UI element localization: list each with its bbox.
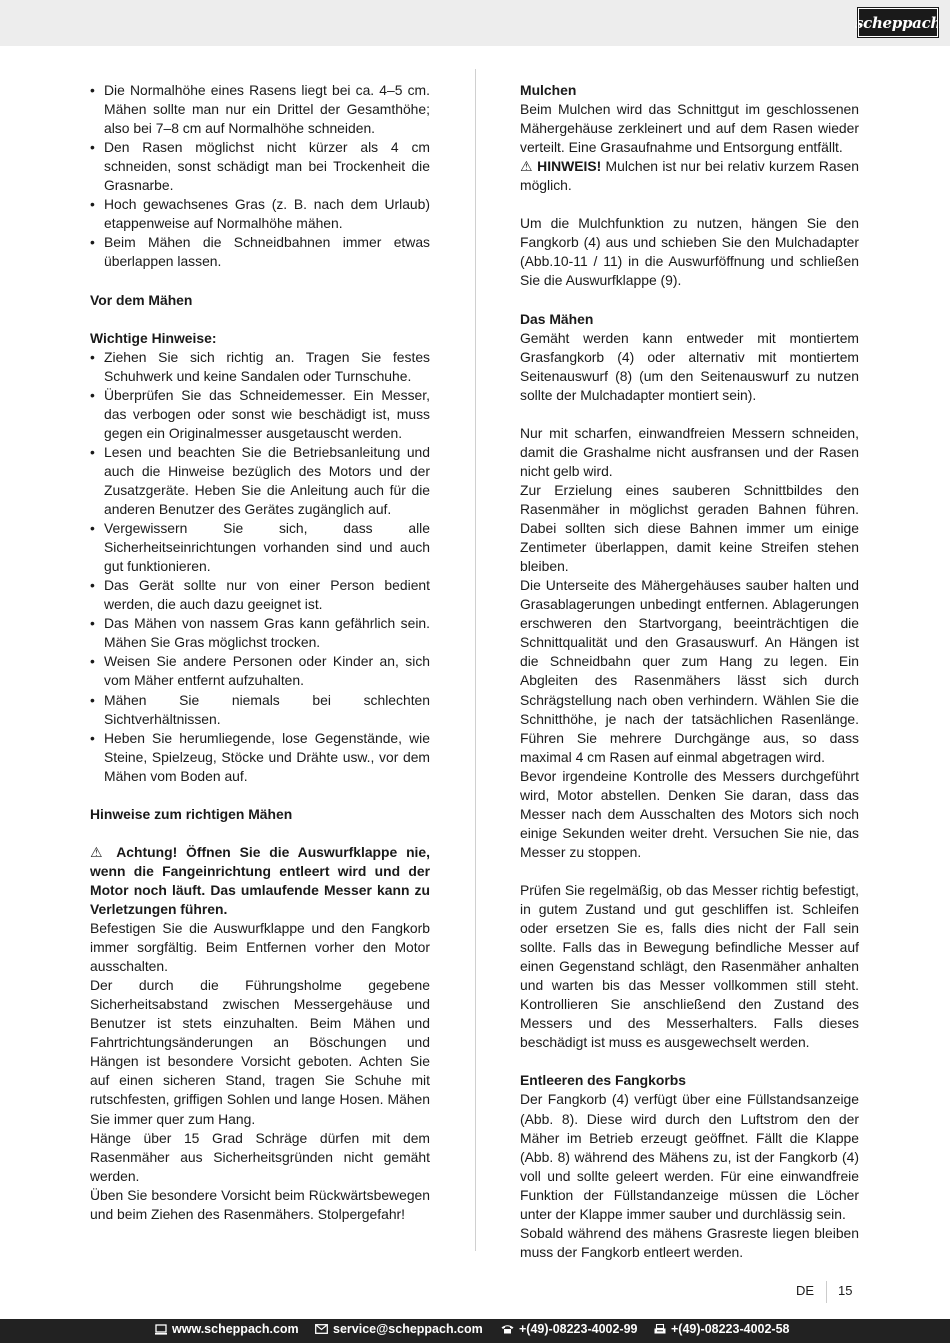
spacer (90, 271, 430, 290)
paragraph: Hänge über 15 Grad Schräge dürfen mit dem Rasenmäher aus Sicherheitsgründen nicht gemäht werden. (90, 1129, 430, 1184)
list-item: • Überprüfen Sie das Schneidemesser. Ein Messer, das verbogen oder sonst wie beschädigt ist, muss gegen ein Originalmesser ausgetauscht werden. (90, 386, 430, 443)
footer-email-text: service@scheppach.com (333, 1322, 483, 1336)
spacer (90, 824, 430, 843)
list-item: • Das Mähen von nassem Gras kann gefährlich sein. Mähen Sie Gras möglichst trocken. (90, 614, 430, 652)
list-item: • Ziehen Sie sich richtig an. Tragen Sie festes Schuhwerk und keine Sandalen oder Turnschuhe. (90, 348, 430, 386)
page-separator (826, 1281, 827, 1303)
paragraph: Nur mit scharfen, einwandfreien Messern schneiden, damit die Grashalme nicht ausfransen und der Rasen nicht gelb wird. (520, 424, 859, 479)
footer-fax-text: +(49)-08223-4002-58 (671, 1322, 790, 1336)
fax-icon (654, 1324, 666, 1335)
section-heading: Das Mähen (520, 310, 594, 327)
spacer (520, 862, 859, 881)
section-heading: Entleeren des Fangkorbs (520, 1072, 686, 1089)
spacer (520, 291, 859, 310)
list-item: • Den Rasen möglichst nicht kürzer als 4 cm schneiden, sonst schädigt man bei Trockenheit die Grasnarbe. (90, 138, 430, 195)
paragraph: Befestigen Sie die Auswurfklappe und den Fangkorb immer sorgfältig. Beim Entfernen vorher den Motor ausschalten. (90, 920, 430, 975)
section-heading: Wichtige Hinweise: (90, 329, 217, 346)
paragraph: Prüfen Sie regelmäßig, ob das Messer richtig befestigt, in gutem Zustand und gut geschliffen ist. Schleifen oder ersetzen Sie es, falls dies nicht der Fall sein sollte. Falls das in Bewegung befindliche Messer auf einen Gegenstand schlägt, den Rasenmäher anhalten und warten bis das Messer vollkommen still steht. Kontrollieren Sie anschließend den Zustand des Messers und des Messerhalters. Falls dieses beschädigt ist muss es ausgewechselt werden. (520, 881, 859, 1051)
list-item: • Das Gerät sollte nur von einer Person bedient werden, die auch dazu geeignet ist. (90, 576, 430, 614)
mail-icon (315, 1324, 328, 1334)
paragraph: Sobald während des mähens Grasreste liegen bleiben muss der Fangkorb entleert werden. (520, 1224, 859, 1260)
list-item: • Heben Sie herumliegende, lose Gegenstände, wie Steine, Spielzeug, Stöcke und Drähte usw., vor dem Mähen vom Boden auf. (90, 729, 430, 786)
brand-logo: scheppach (858, 8, 938, 37)
paragraph: Die Unterseite des Mähergehäuses sauber halten und Grasablagerungen unbedingt entfernen. Ablagerungen erschweren den Startvorgang, beeinträchtigen die Schnittqualität und den Grasauswurf. An Hängen ist die Schneidbahn quer zum Hang zu legen. Ein Abgleiten des Rasenmähers lässt sich durch Schrägstellung nach oben verhindern. Wählen Sie die Schnitthöhe, je nach der tatsächlichen Rasenlänge. Führen Sie mehrere Durchgänge aus, so dass maximal 4 cm Rasen auf einmal abgetragen wird. (520, 577, 859, 765)
footer-email[interactable] (315, 1322, 483, 1336)
spacer (90, 786, 430, 805)
list-item: • Weisen Sie andere Personen oder Kinder an, sich vom Mäher entfernt aufzuhalten. (90, 652, 430, 690)
warning-paragraph (90, 843, 430, 919)
section-heading: Mulchen (520, 82, 577, 98)
footer-fax[interactable] (654, 1322, 790, 1336)
paragraph: Gemäht werden kann entweder mit montiertem Grasfangkorb (4) oder alternativ mit montiertem Seitenauswurf (8) (um den Seitenauswurf zu nutzen sollte der Mulchadapter montiert sein). (520, 329, 859, 403)
spacer (520, 195, 859, 214)
paragraph: Zur Erzielung eines sauberen Schnittbildes den Rasenmäher in möglichst geraden Bahnen führen. Dabei sollten sich diese Bahnen immer um einige Zentimeter überlappen, damit keine Streifen stehen bleiben. (520, 481, 859, 575)
list-item: • Beim Mähen die Schneidbahnen immer etwas überlappen lassen. (90, 233, 430, 271)
paragraph: Beim Mulchen wird das Schnittgut im geschlossenen Mähergehäuse zerkleinert und auf dem Rasen wieder verteilt. Eine Grasaufnahme und Entsorgung entfällt. (520, 101, 859, 156)
warning-label: Achtung! (116, 843, 178, 860)
warning-icon: ⚠ (520, 158, 538, 175)
list-item: • Mähen Sie niemals bei schlechten Sichtverhältnissen. (90, 691, 430, 729)
paragraph: Der durch die Führungsholme gegebene Sicherheitsabstand zwischen Messergehäuse und Benutzer ist stets einzuhalten. Beim Mähen und Fahrtrichtungsänderungen an Böschungen und Hängen ist besondere Vorsicht geboten. Achten Sie auf einen sicheren Stand, tragen Sie Schuhe mit rutschfesten, griffigen Sohlen und lange Hosen. Mähen Sie immer quer zum Hang. (90, 977, 430, 1127)
footer-phone[interactable] (501, 1322, 638, 1336)
footer-bar (0, 1319, 950, 1343)
paragraph: Um die Mulchfunktion zu nutzen, hängen Sie den Fangkorb (4) aus und schieben Sie den Mulchadapter (Abb.10-11 / 11) in die Auswurföffnung und schließen Sie die Auswurfklappe (9). (520, 215, 859, 289)
left-column (90, 81, 430, 1224)
bullet-list (90, 81, 430, 271)
footer-website[interactable] (155, 1322, 299, 1336)
page-language: DE (796, 1283, 815, 1298)
column-divider (475, 69, 476, 1251)
spacer (520, 1052, 859, 1071)
list-item: • Die Normalhöhe eines Rasens liegt bei ca. 4–5 cm. Mähen sollte man nur ein Drittel der Gesamthöhe; also bei 7–8 cm auf Normalhöhe schneiden. (90, 81, 430, 138)
paragraph: Der Fangkorb (4) verfügt über eine Füllstandsanzeige (Abb. 8). Diese wird durch den Luftstrom den der Mäher im Betrieb erzeugt geöffnet. Fällt die Klappe (Abb. 8) während des Mähens zu, ist der Fangkorb (4) voll und sollte geleert werden. Für eine einwandfreie Funktion der Füllstandanzeige müssen die Löcher unter der Klappe immer sauber und durchlässig sein. (520, 1091, 859, 1222)
page-number: 15 (838, 1283, 853, 1298)
bullet-list (90, 348, 430, 786)
spacer (520, 405, 859, 424)
warning-text: Öffnen Sie die Auswurfklappe nie, wenn die Fangeinrichtung entleert wird und der Motor noch läuft. Das umlaufende Messer kann zu Verletzungen führen. (90, 843, 430, 918)
list-item: • Lesen und beachten Sie die Betriebsanleitung und auch die Hinweise bezüglich des Motors und der Zusatzgeräte. Heben Sie die Anleitung auch für die anderen Benutzer des Gerätes zugänglich auf. (90, 443, 430, 519)
section-heading: Vor dem Mähen (90, 291, 193, 308)
computer-icon (155, 1324, 167, 1335)
footer-website-text: www.scheppach.com (172, 1322, 299, 1336)
header-bar (0, 0, 950, 46)
note-text: Mulchen ist nur bei relativ kurzem Rasen möglich. (520, 158, 860, 194)
note-paragraph (520, 157, 859, 195)
list-item: • Hoch gewachsenes Gras (z. B. nach dem Urlaub) etappenweise auf Normalhöhe mähen. (90, 195, 430, 233)
section-heading: Hinweise zum richtigen Mähen (90, 805, 293, 822)
note-label: HINWEIS! (537, 158, 602, 175)
list-item: • Vergewissern Sie sich, dass alle Sicherheitseinrichtungen vorhanden sind und auch gut funktionieren. (90, 519, 430, 576)
right-column (520, 81, 859, 1262)
footer-phone-text: +(49)-08223-4002-99 (519, 1322, 638, 1336)
paragraph: Üben Sie besondere Vorsicht beim Rückwärtsbewegen und beim Ziehen des Rasenmähers. Stolpergefahr! (90, 1186, 430, 1222)
paragraph: Bevor irgendeine Kontrolle des Messers durchgeführt wird, Motor abstellen. Denken Sie daran, dass das Messer nach dem Ausschalten des Motors sich noch einige Sekunden weiter dreht. Versuchen Sie nie, das Messer zu stoppen. (520, 767, 859, 860)
warning-icon: ⚠ (90, 843, 117, 860)
spacer (90, 310, 430, 329)
phone-icon (501, 1324, 514, 1334)
